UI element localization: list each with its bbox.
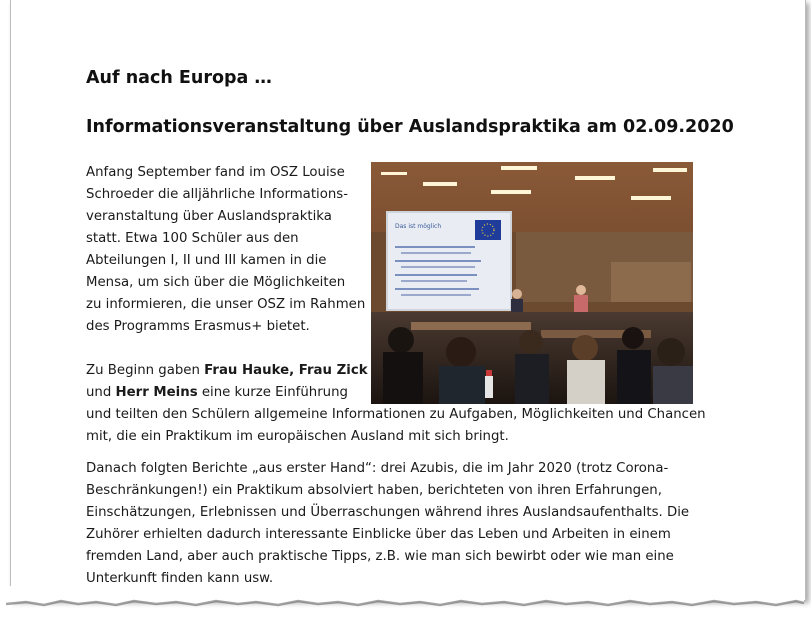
p2-line: mit, die ein Praktikum im europäischen Ausland mit sich bringt. xyxy=(86,429,509,444)
p2-and: und xyxy=(86,385,116,400)
article-title: Auf nach Europa … xyxy=(86,68,272,88)
p1-line: des Programms Erasmus+ bietet. xyxy=(86,319,310,334)
slide-title: Das ist möglich xyxy=(395,223,442,230)
p1-line: Mensa, um sich über die Möglichkeiten xyxy=(86,275,346,290)
p3-line: Einschätzungen, Erlebnissen und Überraschungen während ihres Auslandsaufenthalts. Die xyxy=(86,505,690,520)
p1-line: veranstaltung über Auslandspraktika xyxy=(86,209,332,224)
p1-line: Abteilungen I, II und III kamen in die xyxy=(86,253,327,268)
p3-line: fremden Land, aber auch praktische Tipps, z.B. wie man sich bewirbt oder wie man eine xyxy=(86,549,674,564)
p1-line: Anfang September fand im OSZ Louise xyxy=(86,165,345,180)
p1-line: zu informieren, die unser OSZ im Rahmen xyxy=(86,297,366,312)
paragraph-intro xyxy=(86,162,371,338)
p2-line: und teilten den Schülern allgemeine Informationen zu Aufgaben, Möglichkeiten und Chancen xyxy=(86,407,706,422)
torn-page-edge xyxy=(6,586,810,626)
p3-line: Beschränkungen!) ein Praktikum absolviert haben, berichteten von ihren Erfahrungen, xyxy=(86,483,662,498)
p1-line: statt. Etwa 100 Schüler aus den xyxy=(86,231,299,246)
p2-pre: Zu Beginn gaben xyxy=(86,363,205,378)
paragraph-reports xyxy=(86,458,726,590)
p3-line: Zuhörer erhielten dadurch interessante Einblicke über das Leben und Arbeiten in einem xyxy=(86,527,671,542)
paragraph-welcome-start xyxy=(86,360,371,404)
paragraph-welcome-end xyxy=(86,404,726,448)
article-subtitle: Informationsveranstaltung über Auslandspraktika am 02.09.2020 xyxy=(86,117,734,137)
p2-post: eine kurze Einführung xyxy=(197,385,348,400)
p3-line: Unterkunft finden kann usw. xyxy=(86,571,274,586)
p2-names-2: Herr Meins xyxy=(115,385,198,400)
event-photo xyxy=(371,162,693,404)
p2-names-1: Frau Hauke, Frau Zick xyxy=(204,363,368,378)
p1-line: Schroeder die alljährliche Informations- xyxy=(86,187,349,202)
p3-line: Danach folgten Berichte „aus erster Hand“: drei Azubis, die im Jahr 2020 (trotz Corona- xyxy=(86,461,669,476)
